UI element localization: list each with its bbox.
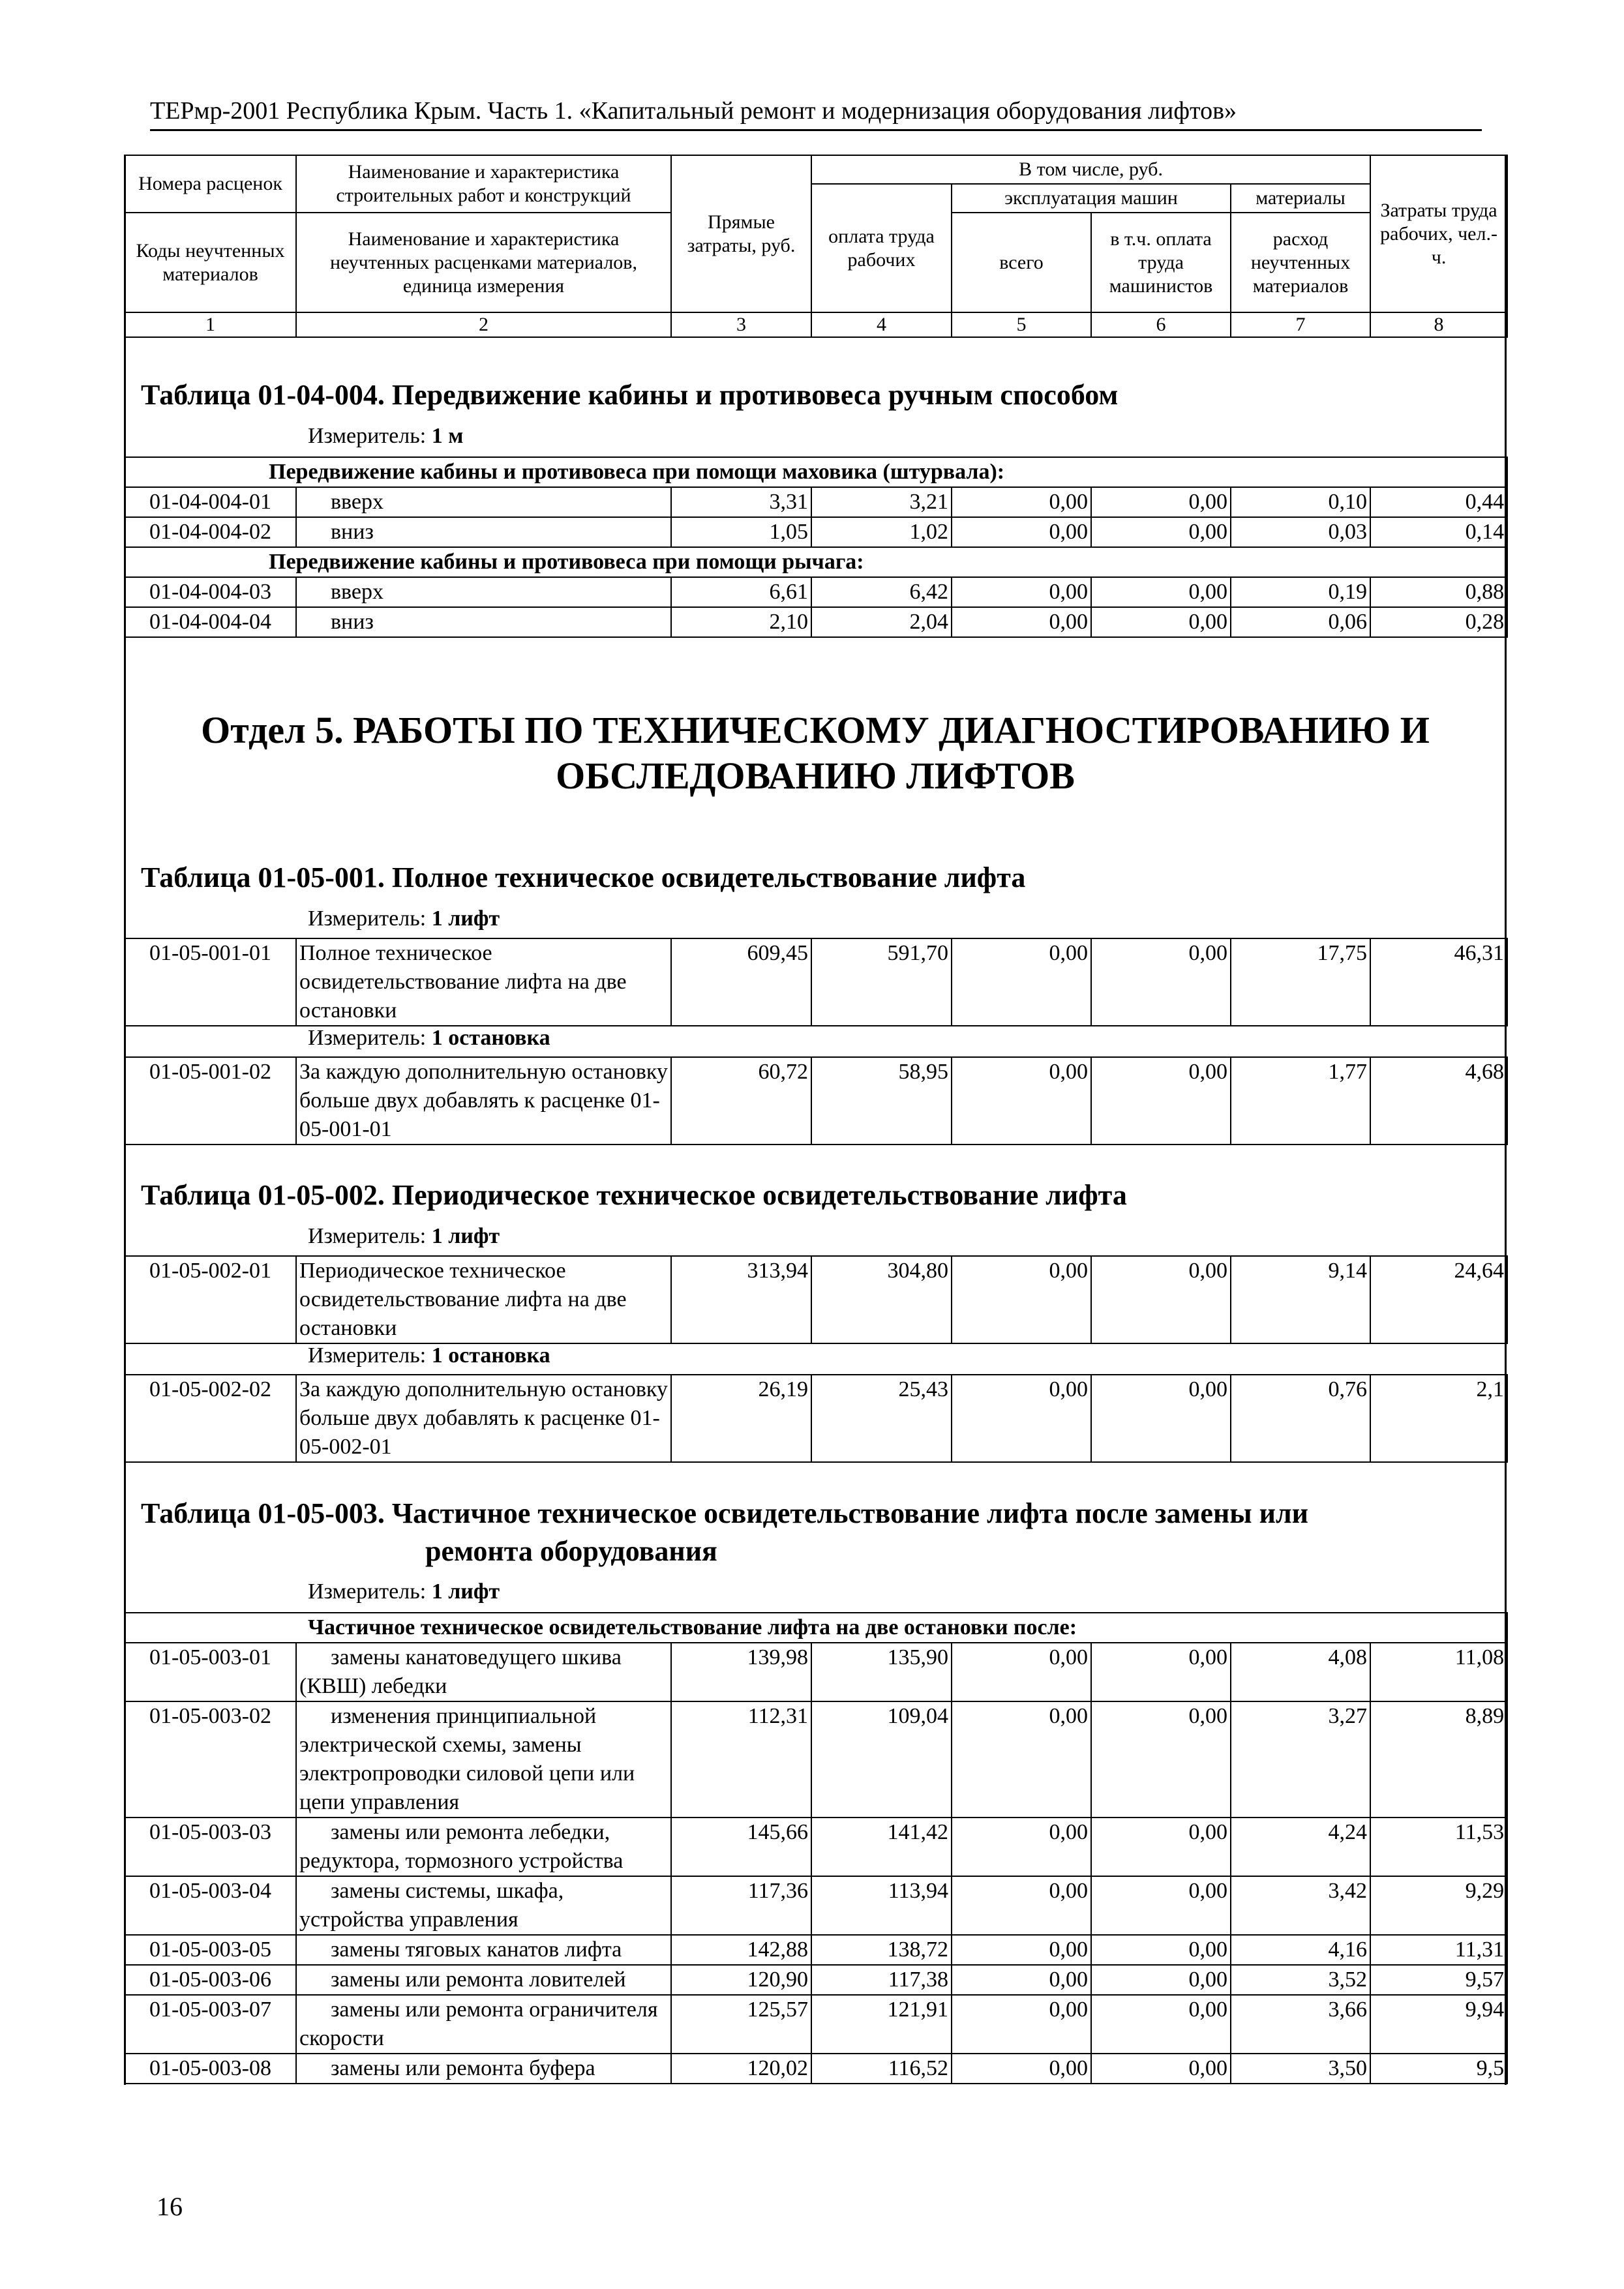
cell-value: 591,70 — [811, 938, 952, 1026]
cell-name: Периодическое техническое освидетельствование лифта на две остановки — [296, 1256, 671, 1343]
cell-value: 0,00 — [952, 1256, 1091, 1343]
cell-value: 11,53 — [1370, 1818, 1507, 1876]
cell-name: замены или ремонта ловителей — [296, 1965, 671, 1995]
cell-value: 0,00 — [952, 1995, 1091, 2054]
col-1-header: Номера расценок — [125, 155, 296, 213]
col-num: 3 — [671, 312, 811, 337]
cell-code: 01-04-004-04 — [125, 607, 296, 637]
table-row — [125, 1965, 1507, 1995]
cell-name: За каждую дополнительную остановку больше двух добавлять к расценке 01-05-001-01 — [296, 1057, 671, 1144]
cell-value: 2,04 — [811, 607, 952, 637]
cell-value: 0,00 — [952, 1375, 1091, 1462]
running-header: ТЕРмр-2001 Республика Крым. Часть 1. «Капитальный ремонт и модернизация оборудования лифтов» — [150, 97, 1482, 131]
col-num: 6 — [1091, 312, 1231, 337]
cell-value: 139,98 — [671, 1643, 811, 1701]
measure-line — [308, 1224, 500, 1249]
col-3-header: Прямые затраты, руб. — [671, 155, 811, 312]
cell-value: 117,38 — [811, 1965, 952, 1995]
cell-value: 0,00 — [1091, 1643, 1231, 1701]
cell-code: 01-05-003-05 — [125, 1935, 296, 1965]
table-01-05-001-title: Таблица 01-05-001. Полное техническое освидетельствование лифта — [141, 861, 1026, 893]
cell-code: 01-05-002-02 — [125, 1375, 296, 1462]
cell-value: 1,77 — [1231, 1057, 1370, 1144]
cell-value: 120,90 — [671, 1965, 811, 1995]
cell-value: 3,27 — [1231, 1701, 1370, 1818]
cell-value: 145,66 — [671, 1818, 811, 1876]
cell-name: изменения принципиальной электрической схемы, замены электропроводки силовой цепи или цепи управления — [296, 1701, 671, 1818]
cell-value: 0,76 — [1231, 1375, 1370, 1462]
cell-value: 2,1 — [1370, 1375, 1507, 1462]
table-row — [125, 1375, 1507, 1462]
cell-name: вверх — [296, 487, 671, 517]
col-5-header: всего — [952, 213, 1091, 312]
cell-value: 3,52 — [1231, 1965, 1370, 1995]
table-row — [125, 1818, 1507, 1876]
cell-code: 01-05-003-06 — [125, 1965, 296, 1995]
cell-value: 9,57 — [1370, 1965, 1507, 1995]
cell-value: 2,10 — [671, 607, 811, 637]
cell-value: 8,89 — [1370, 1701, 1507, 1818]
cell-value: 9,5 — [1370, 2054, 1507, 2084]
cell-value: 58,95 — [811, 1057, 952, 1144]
cell-value: 9,94 — [1370, 1995, 1507, 2054]
cell-value: 9,14 — [1231, 1256, 1370, 1343]
cell-value: 135,90 — [811, 1643, 952, 1701]
col-num: 4 — [811, 312, 952, 337]
col-6-header: в т.ч. оплата труда машинистов — [1091, 213, 1231, 312]
subheader: Передвижение кабины и противовеса при помощи маховика (штурвала): — [125, 457, 1507, 487]
section-title-line-2: ОБСЛЕДОВАНИЮ ЛИФТОВ — [556, 755, 1075, 797]
cell-value: 0,10 — [1231, 487, 1370, 517]
cell-value: 26,19 — [671, 1375, 811, 1462]
cell-value: 4,24 — [1231, 1818, 1370, 1876]
col-7-header: расход неучтенных материалов — [1231, 213, 1370, 312]
cell-value: 0,00 — [952, 2054, 1091, 2084]
cell-value: 0,00 — [952, 517, 1091, 547]
cell-value: 0,00 — [952, 1876, 1091, 1935]
table-row — [125, 1995, 1507, 2054]
cell-code: 01-05-003-04 — [125, 1876, 296, 1935]
cell-value: 141,42 — [811, 1818, 952, 1876]
table-row — [125, 1935, 1507, 1965]
cell-value: 25,43 — [811, 1375, 952, 1462]
table-01-05-002-title: Таблица 01-05-002. Периодическое техническое освидетельствование лифта — [141, 1179, 1127, 1211]
measure-line — [308, 424, 463, 449]
measure-label: Измеритель: — [308, 906, 427, 931]
materials-header: материалы — [1231, 184, 1370, 213]
cell-name: вниз — [296, 607, 671, 637]
col-2b-header: Наименование и характеристика неучтенных расценками материалов, единица измерения — [296, 213, 671, 312]
cell-code: 01-05-003-07 — [125, 1995, 296, 2054]
cell-code: 01-05-003-08 — [125, 2054, 296, 2084]
cell-value: 0,44 — [1370, 487, 1507, 517]
col-num: 1 — [125, 312, 296, 337]
cell-value: 4,68 — [1370, 1057, 1507, 1144]
cell-value: 0,00 — [952, 1818, 1091, 1876]
measure-line — [308, 1579, 500, 1604]
measure-line — [308, 906, 500, 931]
table-row — [125, 607, 1507, 637]
cell-value: 4,08 — [1231, 1643, 1370, 1701]
measure-label: Измеритель: — [308, 1224, 427, 1248]
col-8-header: Затраты труда рабочих, чел.-ч. — [1370, 155, 1507, 312]
cell-value: 0,00 — [1091, 577, 1231, 607]
cell-value: 24,64 — [1370, 1256, 1507, 1343]
cell-value: 0,19 — [1231, 577, 1370, 607]
col-num: 5 — [952, 312, 1091, 337]
measure-unit: 1 лифт — [431, 1224, 500, 1248]
cell-value: 112,31 — [671, 1701, 811, 1818]
subheader: Передвижение кабины и противовеса при помощи рычага: — [125, 547, 1507, 577]
cell-value: 109,04 — [811, 1701, 952, 1818]
table-row — [125, 487, 1507, 517]
cell-value: 116,52 — [811, 2054, 952, 2084]
cell-value: 0,00 — [952, 487, 1091, 517]
measure-line — [308, 1026, 550, 1051]
col-1b-header: Коды неучтенных материалов — [125, 213, 296, 312]
cell-value: 609,45 — [671, 938, 811, 1026]
cell-value: 0,00 — [952, 607, 1091, 637]
table-01-04-004-title: Таблица 01-04-004. Передвижение кабины и противовеса ручным способом — [141, 379, 1119, 411]
cell-code: 01-05-001-02 — [125, 1057, 296, 1144]
measure-unit: 1 остановка — [431, 1026, 550, 1050]
cell-code: 01-05-002-01 — [125, 1256, 296, 1343]
table-row — [125, 2054, 1507, 2084]
cell-value: 0,00 — [1091, 487, 1231, 517]
table-row — [125, 1057, 1507, 1144]
cell-value: 0,00 — [1091, 1701, 1231, 1818]
cell-value: 9,29 — [1370, 1876, 1507, 1935]
cell-value: 0,00 — [952, 1935, 1091, 1965]
col-2-header: Наименование и характеристика строительных работ и конструкций — [296, 155, 671, 213]
col-num: 2 — [296, 312, 671, 337]
cell-value: 0,03 — [1231, 517, 1370, 547]
cell-value: 0,00 — [1091, 607, 1231, 637]
cell-value: 11,31 — [1370, 1935, 1507, 1965]
measure-label: Измеритель: — [308, 1026, 427, 1050]
cell-code: 01-05-003-02 — [125, 1701, 296, 1818]
machines-header: эксплуатация машин — [952, 184, 1231, 213]
cell-value: 121,91 — [811, 1995, 952, 2054]
cell-value: 0,00 — [1091, 1876, 1231, 1935]
cell-name: замены или ремонта лебедки, редуктора, тормозного устройства — [296, 1818, 671, 1876]
table-01-05-002 — [124, 1255, 1508, 1344]
table-01-05-002-stop — [124, 1374, 1508, 1463]
cell-value: 0,00 — [1091, 938, 1231, 1026]
table-01-05-003-title: Таблица 01-05-003. Частичное техническое освидетельствование лифта после замены или — [141, 1497, 1309, 1529]
section-title — [124, 708, 1507, 799]
table-01-05-003-title-cont: ремонта оборудования — [425, 1535, 717, 1567]
cell-value: 17,75 — [1231, 938, 1370, 1026]
incl-header: В том числе, руб. — [811, 155, 1370, 184]
cell-value: 0,06 — [1231, 607, 1370, 637]
cell-value: 0,28 — [1370, 607, 1507, 637]
measure-unit: 1 остановка — [431, 1343, 550, 1368]
cell-value: 0,00 — [952, 1057, 1091, 1144]
cell-value: 1,02 — [811, 517, 952, 547]
cell-code: 01-05-003-01 — [125, 1643, 296, 1701]
cell-value: 0,00 — [952, 1643, 1091, 1701]
cell-value: 117,36 — [671, 1876, 811, 1935]
cell-value: 0,00 — [1091, 1057, 1231, 1144]
cell-value: 3,31 — [671, 487, 811, 517]
cell-code: 01-05-003-03 — [125, 1818, 296, 1876]
table-01-04-004 — [124, 456, 1508, 638]
cell-value: 0,00 — [1091, 1375, 1231, 1462]
section-title-line-1: Отдел 5. РАБОТЫ ПО ТЕХНИЧЕСКОМУ ДИАГНОСТИРОВАНИЮ И — [201, 709, 1430, 751]
cell-value: 0,88 — [1370, 577, 1507, 607]
cell-value: 60,72 — [671, 1057, 811, 1144]
cell-value: 120,02 — [671, 2054, 811, 2084]
measure-label: Измеритель: — [308, 424, 427, 448]
cell-value: 6,42 — [811, 577, 952, 607]
col-4-header: оплата труда рабочих — [811, 184, 952, 312]
table-01-05-001 — [124, 938, 1508, 1026]
cell-value: 46,31 — [1370, 938, 1507, 1026]
cell-value: 304,80 — [811, 1256, 952, 1343]
table-01-05-001-stop — [124, 1056, 1508, 1145]
col-num: 7 — [1231, 312, 1370, 337]
cell-name: Полное техническое освидетельствование лифта на две остановки — [296, 938, 671, 1026]
cell-name: вверх — [296, 577, 671, 607]
cell-value: 0,00 — [1091, 1818, 1231, 1876]
table-row — [125, 1643, 1507, 1701]
cell-value: 4,16 — [1231, 1935, 1370, 1965]
measure-label: Измеритель: — [308, 1343, 427, 1368]
cell-code: 01-04-004-02 — [125, 517, 296, 547]
cell-name: замены тяговых канатов лифта — [296, 1935, 671, 1965]
cell-value: 0,00 — [1091, 2054, 1231, 2084]
column-header-table — [124, 155, 1508, 338]
table-01-05-003 — [124, 1612, 1508, 2084]
cell-value: 313,94 — [671, 1256, 811, 1343]
cell-value: 3,42 — [1231, 1876, 1370, 1935]
cell-value: 0,00 — [1091, 1995, 1231, 2054]
cell-value: 0,00 — [952, 577, 1091, 607]
table-row — [125, 577, 1507, 607]
cell-name: вниз — [296, 517, 671, 547]
table-row — [125, 1256, 1507, 1343]
cell-value: 138,72 — [811, 1935, 952, 1965]
table-row — [125, 1876, 1507, 1935]
cell-name: замены или ремонта буфера — [296, 2054, 671, 2084]
cell-name: За каждую дополнительную остановку больше двух добавлять к расценке 01-05-002-01 — [296, 1375, 671, 1462]
cell-value: 0,00 — [952, 1965, 1091, 1995]
cell-value: 0,00 — [952, 1701, 1091, 1818]
cell-value: 0,00 — [1091, 1965, 1231, 1995]
cell-value: 113,94 — [811, 1876, 952, 1935]
measure-line — [308, 1343, 550, 1368]
table-row — [125, 938, 1507, 1026]
cell-value: 1,05 — [671, 517, 811, 547]
cell-value: 0,00 — [952, 938, 1091, 1026]
cell-name: замены канатоведущего шкива (КВШ) лебедки — [296, 1643, 671, 1701]
measure-unit: 1 лифт — [431, 906, 500, 931]
cell-value: 0,00 — [1091, 1935, 1231, 1965]
page-number: 16 — [157, 2192, 183, 2221]
measure-label: Измеритель: — [308, 1579, 427, 1604]
cell-name: замены или ремонта ограничителя скорости — [296, 1995, 671, 2054]
cell-code: 01-05-001-01 — [125, 938, 296, 1026]
cell-value: 6,61 — [671, 577, 811, 607]
cell-value: 3,66 — [1231, 1995, 1370, 2054]
cell-code: 01-04-004-03 — [125, 577, 296, 607]
cell-value: 3,50 — [1231, 2054, 1370, 2084]
cell-name: замены системы, шкафа, устройства управления — [296, 1876, 671, 1935]
cell-value: 3,21 — [811, 487, 952, 517]
cell-value: 125,57 — [671, 1995, 811, 2054]
subheader: Частичное техническое освидетельствование лифта на две остановки после: — [125, 1613, 1507, 1643]
cell-value: 0,14 — [1370, 517, 1507, 547]
cell-value: 0,00 — [1091, 1256, 1231, 1343]
measure-unit: 1 м — [431, 424, 464, 448]
col-num: 8 — [1370, 312, 1507, 337]
cell-code: 01-04-004-01 — [125, 487, 296, 517]
cell-value: 142,88 — [671, 1935, 811, 1965]
cell-value: 11,08 — [1370, 1643, 1507, 1701]
table-row — [125, 517, 1507, 547]
cell-value: 0,00 — [1091, 517, 1231, 547]
table-row — [125, 1701, 1507, 1818]
measure-unit: 1 лифт — [431, 1579, 500, 1604]
